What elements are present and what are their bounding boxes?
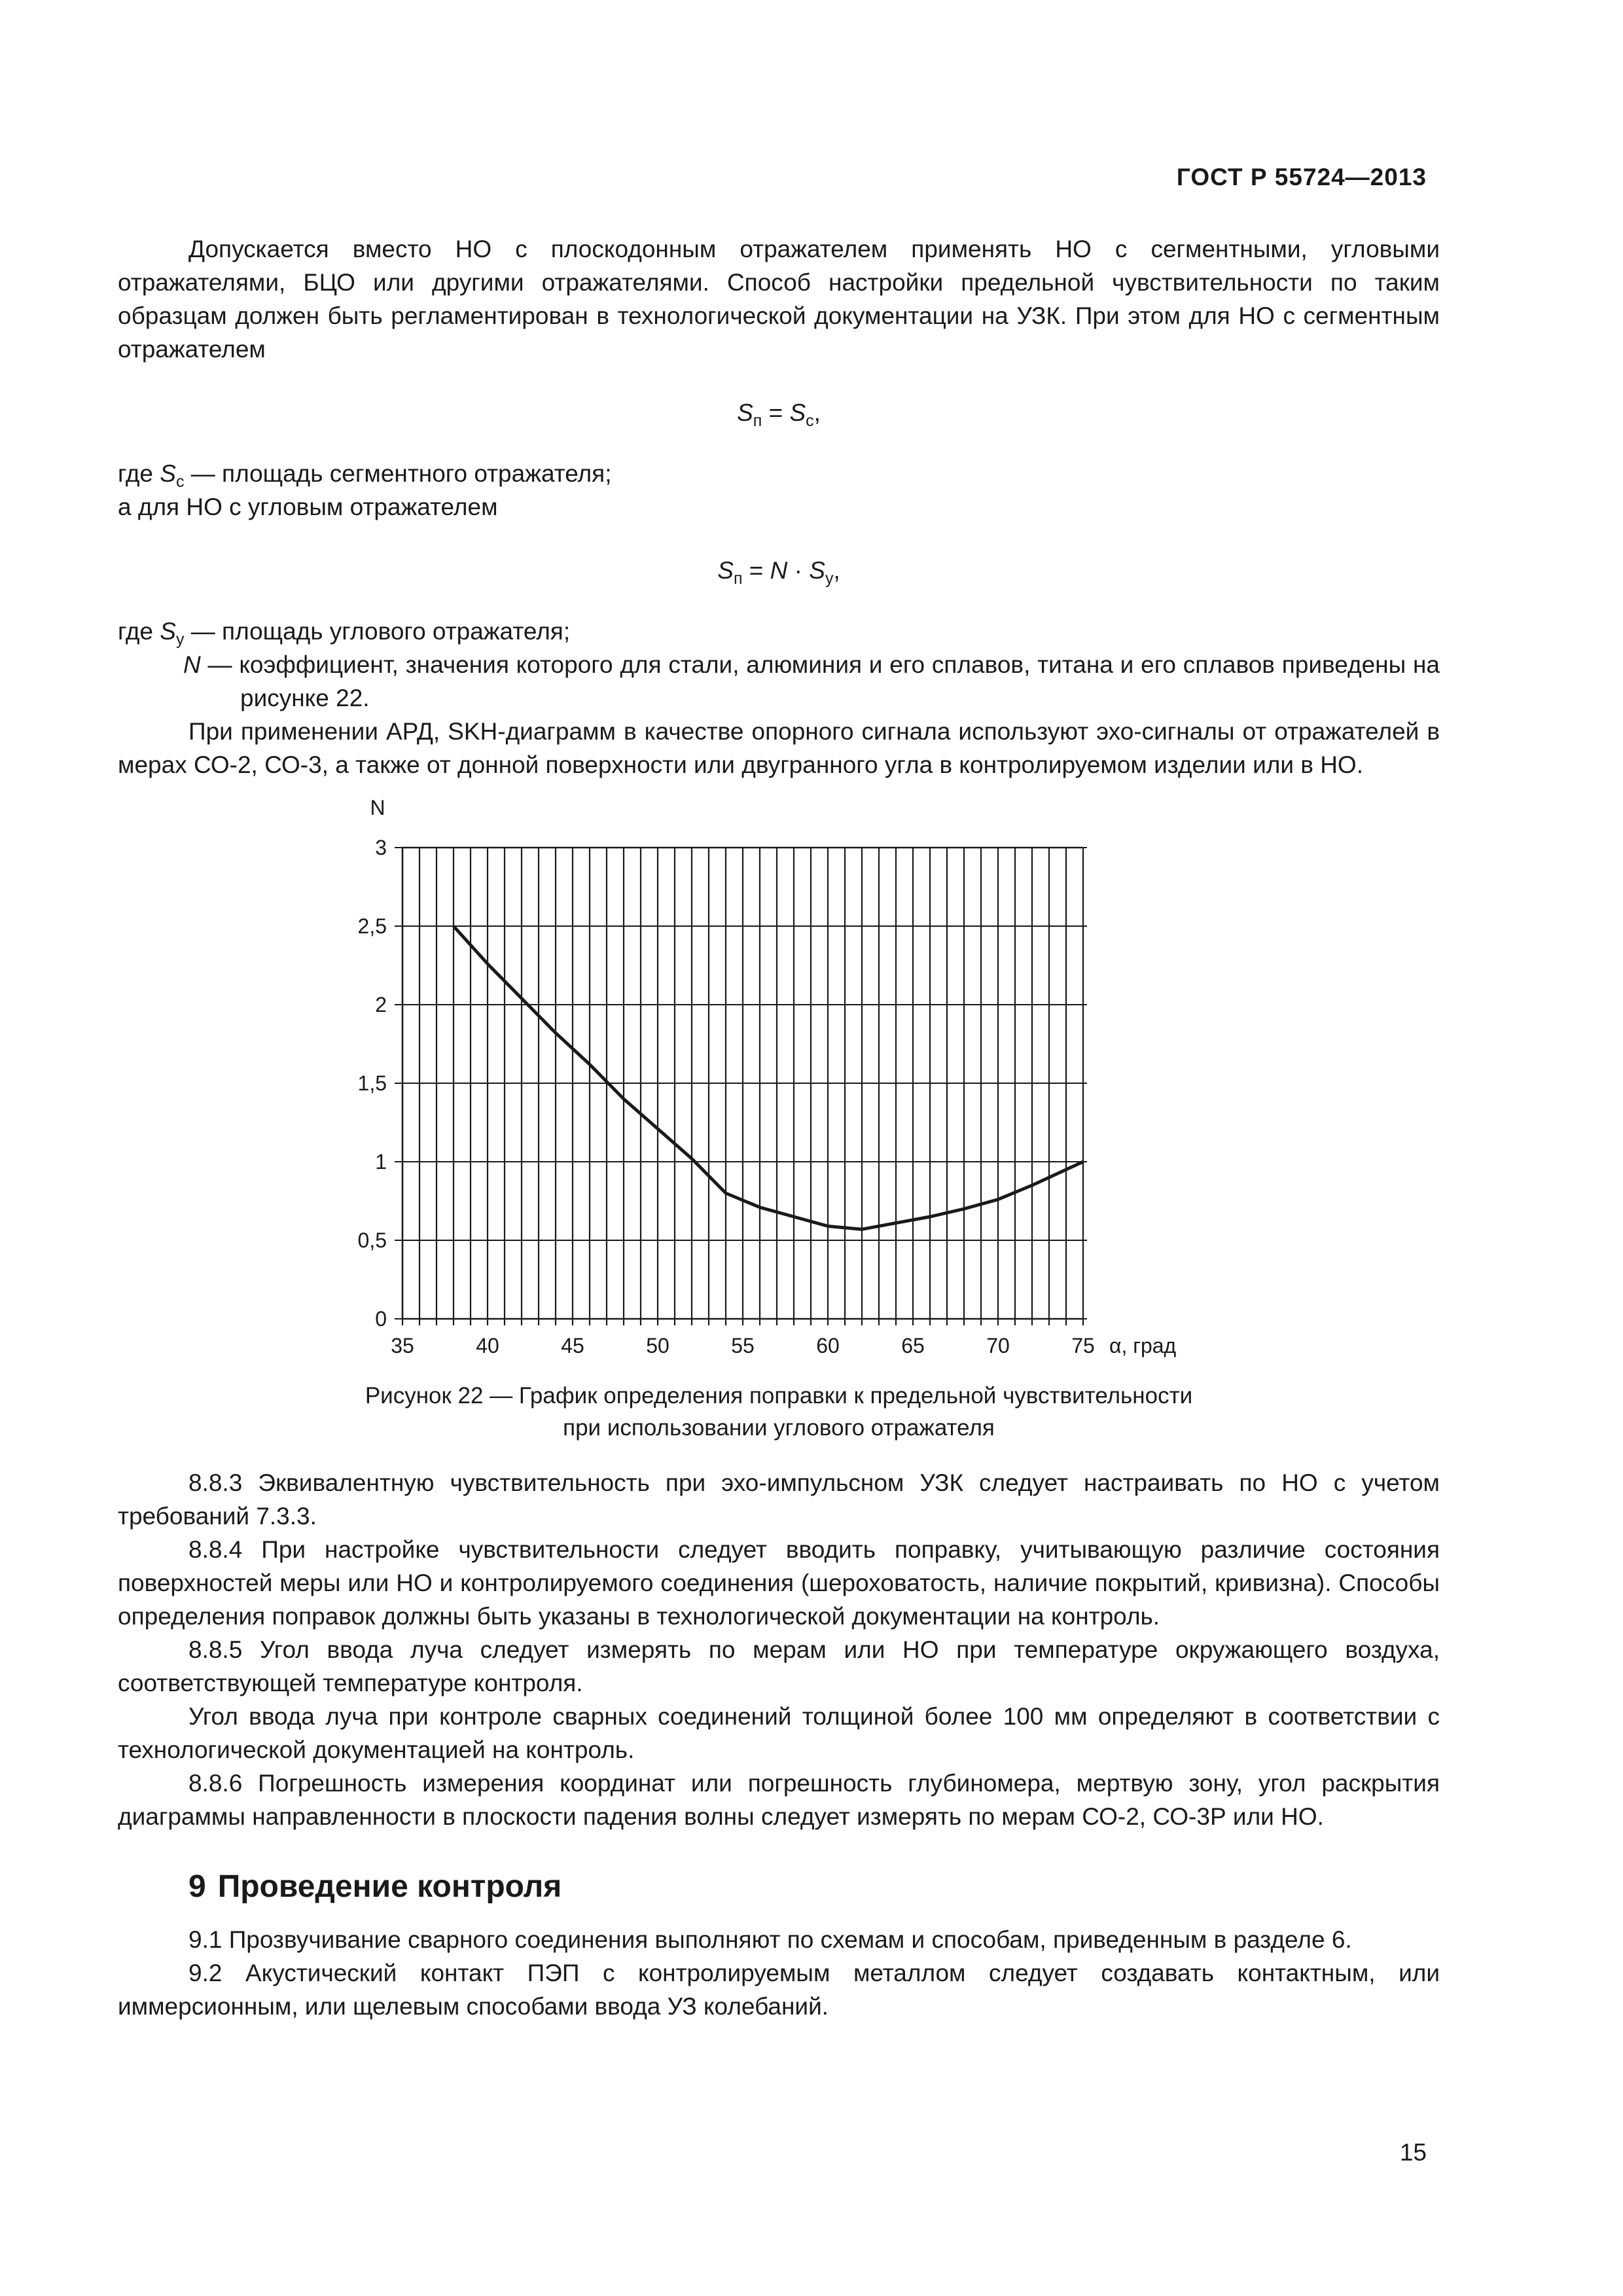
y-tick-label: 1 (375, 1150, 387, 1174)
x-tick-label: 50 (646, 1334, 669, 1357)
x-tick-label: 70 (986, 1334, 1010, 1357)
figure-22-chart (262, 789, 1243, 1365)
y-axis-label: N (370, 796, 385, 819)
paragraph: 9.2 Акустический контакт ПЭП с контролируемым металлом следует создавать контактным, или иммерсионным, или щелевым способами ввода УЗ колебаний. (118, 1960, 1440, 2020)
x-tick-labels (391, 1334, 1095, 1357)
text-block-bottom (118, 1466, 1440, 2023)
x-tick-label: 40 (476, 1334, 499, 1357)
formula-angle: $S_п = N \cdot S_у$, (717, 557, 840, 588)
x-axis-label: α, град (1109, 1334, 1177, 1357)
page-number: 15 (1399, 2139, 1427, 2166)
section-heading: 9 Проведение контроля (188, 1869, 562, 1904)
text-block-top (118, 232, 1440, 781)
series-points (454, 926, 1083, 1229)
chart-grid (402, 848, 1083, 1325)
paragraph: 8.8.6 Погрешность измерения координат или погрешность глубиномера, мертвую зону, угол раскрытия диаграммы направленности в плоскости падения волны следует измерять по мерам СО-2, СО-3Р или НО. (118, 1770, 1440, 1830)
chart-axes (395, 848, 1087, 1319)
definition-line: N — коэффициент, значения которого для стали, алюминия и его сплавов, титана и его сплавов приведены на рисунке 22. (183, 651, 1440, 711)
paragraph: 9.1 Прозвучивание сварного соединения выполняют по схемам и способам, приведенным в разделе 6. (188, 1926, 1352, 1953)
x-tick-label: 65 (901, 1334, 925, 1357)
definition-line: где $S_с$ — площадь сегментного отражателя; (118, 460, 612, 491)
paragraph: При применении АРД, SKH-диаграмм в качестве опорного сигнала используют эхо-сигналы от отражателей в мерах СО-2, СО-3, а также от донной поверхности или двугранного угла в контролируемом изделии или в НО. (118, 718, 1440, 778)
y-tick-label: 0,5 (357, 1229, 387, 1252)
paragraph: Угол ввода луча при контроле сварных соединений толщиной более 100 мм определяют в соответствии с технологической документацией на контроль. (118, 1703, 1440, 1763)
document-id: ГОСТ Р 55724—2013 (1176, 164, 1427, 190)
x-tick-label: 55 (731, 1334, 755, 1357)
figure-caption: Рисунок 22 — График определения поправки к предельной чувствительности при использовании углового отражателя (365, 1383, 1193, 1441)
definition-line: где $S_у$ — площадь углового отражателя; (118, 618, 571, 649)
series-line (454, 926, 1083, 1229)
y-tick-label: 3 (375, 836, 387, 859)
y-tick-label: 1,5 (357, 1071, 387, 1095)
y-tick-labels (358, 836, 387, 1331)
paragraph: Допускается вместо НО с плоскодонным отражателем применять НО с сегментными, угловыми отражателями, БЦО или другими отражателями. Способ настройки предельной чувствительности по таким образцам должен быть регламентирован в технологической документации на УЗК. При этом для НО с сегментным отражателем (118, 236, 1440, 363)
y-tick-label: 0 (375, 1307, 387, 1331)
x-tick-label: 60 (816, 1334, 840, 1357)
y-tick-label: 2,5 (357, 914, 387, 938)
paragraph: 8.8.5 Угол ввода луча следует измерять по мерам или НО при температуре окружающего воздуха, соответствующей температуре контроля. (118, 1636, 1440, 1696)
y-tick-label: 2 (375, 993, 387, 1016)
x-tick-label: 75 (1071, 1334, 1095, 1357)
paragraph: 8.8.3 Эквивалентную чувствительность при эхо-импульсном УЗК следует настраивать по НО с учетом требований 7.3.3. (118, 1469, 1440, 1530)
paragraph: 8.8.4 При настройке чувствительности следует вводить поправку, учитывающую различие состояния поверхностей меры или НО и контролируемого соединения (шероховатость, наличие покрытий, кривизна). Способы определения поправок должны быть указаны в технологической документации на контроль. (118, 1536, 1440, 1630)
formula-segment: $S_п = S_с$, (737, 399, 821, 430)
x-tick-label: 45 (561, 1334, 584, 1357)
x-tick-label: 35 (391, 1334, 414, 1357)
paragraph: а для НО с угловым отражателем (118, 493, 498, 520)
